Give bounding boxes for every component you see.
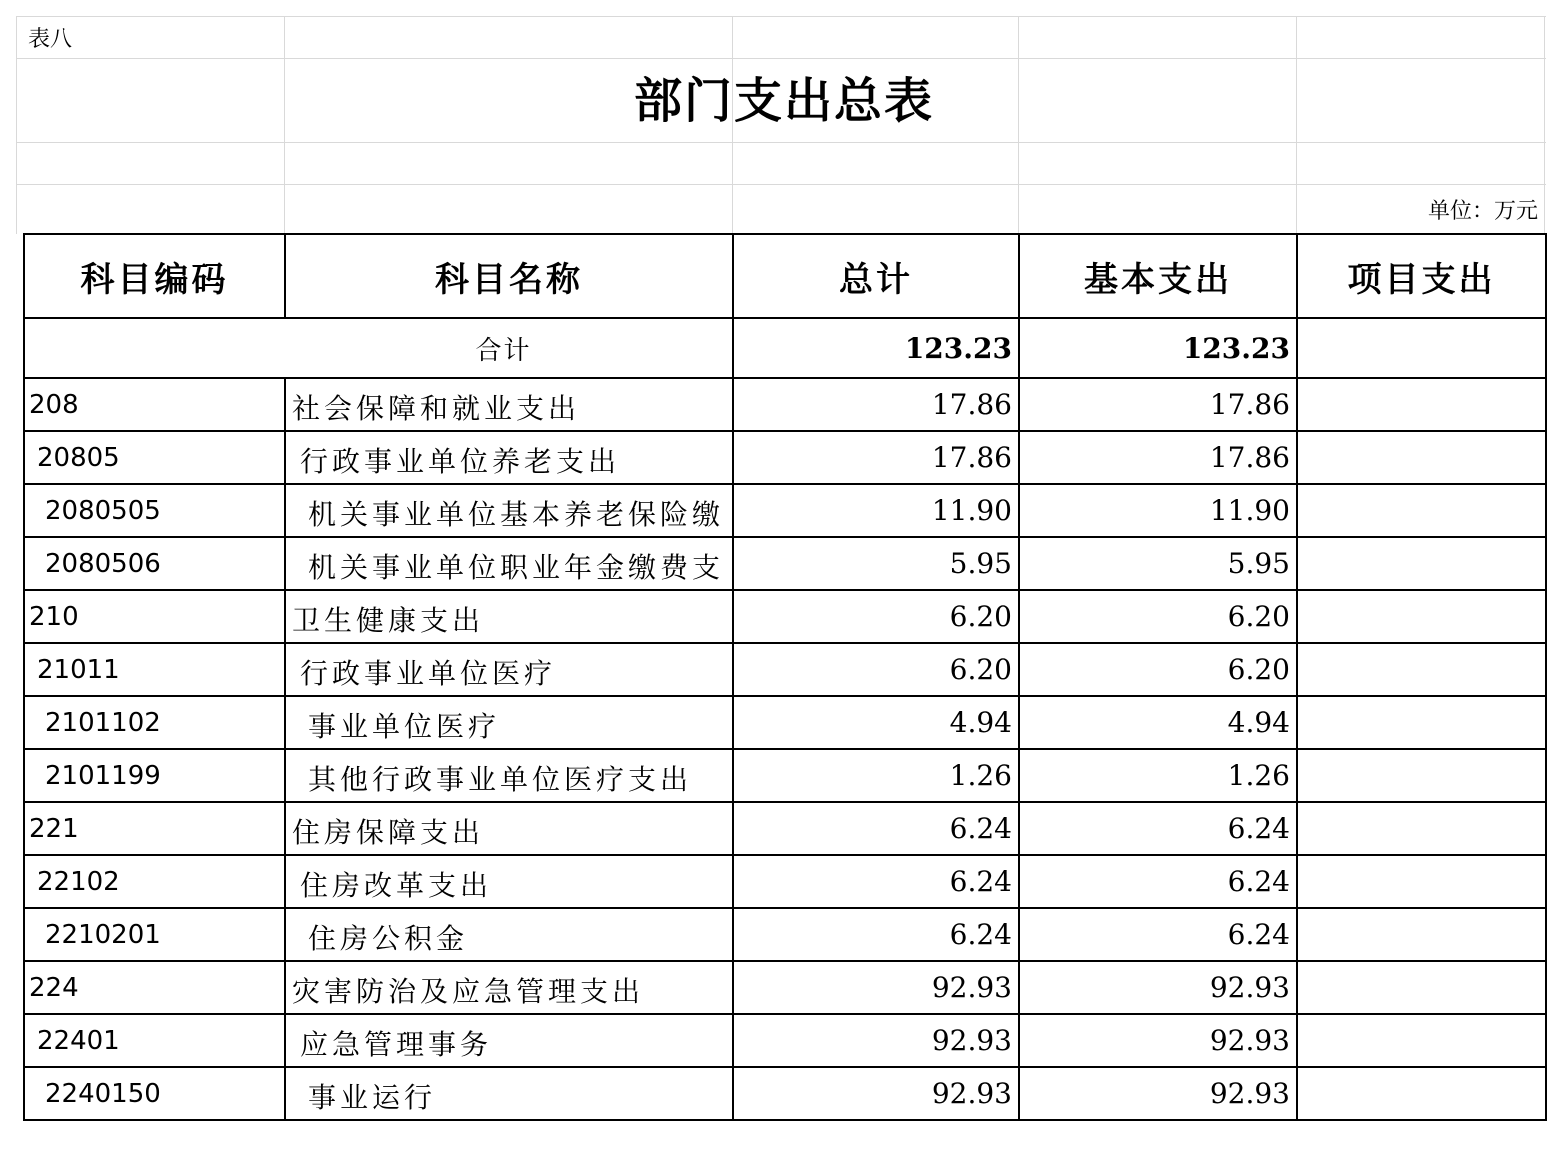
total-label[interactable]: 合计 [24, 318, 733, 378]
cell-name-text: 社会保障和就业支出 [292, 392, 581, 425]
cell-code[interactable]: 2101102 [24, 696, 285, 749]
cell-name[interactable] [285, 643, 733, 696]
cell-code[interactable]: 224 [24, 961, 285, 1014]
cell-name[interactable] [285, 802, 733, 855]
unit-label: 单位：万元 [1427, 199, 1538, 224]
cell-name[interactable] [285, 749, 733, 802]
cell-basic[interactable]: 92.93 [1019, 1014, 1297, 1067]
cell-total[interactable]: 5.95 [733, 537, 1019, 590]
cell-project[interactable] [1297, 908, 1546, 961]
total-row [24, 318, 1546, 378]
table-row [24, 961, 1546, 1014]
cell-name-text: 灾害防治及应急管理支出 [292, 975, 645, 1008]
cell-project[interactable] [1297, 696, 1546, 749]
cell-name-text: 事业运行 [308, 1081, 437, 1114]
page-title: 部门支出总表 [633, 73, 934, 129]
table-row [24, 696, 1546, 749]
cell-total[interactable]: 6.24 [733, 908, 1019, 961]
expenditure-table [23, 233, 1547, 1121]
cell-code[interactable]: 22401 [24, 1014, 285, 1067]
cell-code[interactable]: 20805 [24, 431, 285, 484]
cell-name-text: 机关事业单位基本养老保险缴 [308, 498, 725, 531]
cell-name-text: 卫生健康支出 [292, 604, 485, 637]
cell-basic[interactable]: 4.94 [1019, 696, 1297, 749]
cell-name[interactable] [285, 1014, 733, 1067]
cell-name-text: 其他行政事业单位医疗支出 [308, 763, 693, 796]
table-label: 表八 [28, 27, 73, 52]
cell-basic[interactable]: 92.93 [1019, 961, 1297, 1014]
table-row [24, 643, 1546, 696]
table-row [24, 749, 1546, 802]
cell-code[interactable]: 2210201 [24, 908, 285, 961]
cell-basic[interactable]: 92.93 [1019, 1067, 1297, 1120]
cell-name[interactable] [285, 1067, 733, 1120]
cell-basic[interactable]: 17.86 [1019, 431, 1297, 484]
cell-basic[interactable]: 6.24 [1019, 908, 1297, 961]
header-basic[interactable]: 基本支出 [1019, 234, 1297, 318]
cell-project[interactable] [1297, 749, 1546, 802]
header-total[interactable]: 总计 [733, 234, 1019, 318]
total-basic[interactable]: 123.23 [1019, 318, 1297, 378]
cell-code[interactable]: 210 [24, 590, 285, 643]
cell-basic[interactable]: 6.24 [1019, 855, 1297, 908]
cell-name-text: 行政事业单位养老支出 [300, 445, 621, 478]
cell-project[interactable] [1297, 802, 1546, 855]
cell-name[interactable] [285, 855, 733, 908]
cell-name-text: 行政事业单位医疗 [300, 657, 557, 690]
cell-name[interactable] [285, 537, 733, 590]
table-row [24, 537, 1546, 590]
cell-code[interactable]: 221 [24, 802, 285, 855]
cell-basic[interactable]: 11.90 [1019, 484, 1297, 537]
table-row [24, 802, 1546, 855]
table-row [24, 431, 1546, 484]
cell-total[interactable]: 92.93 [733, 1014, 1019, 1067]
cell-name-text: 事业单位医疗 [308, 710, 501, 743]
table-row [24, 378, 1546, 431]
cell-project[interactable] [1297, 1014, 1546, 1067]
cell-total[interactable]: 6.20 [733, 643, 1019, 696]
cell-total[interactable]: 17.86 [733, 431, 1019, 484]
cell-project[interactable] [1297, 643, 1546, 696]
cell-total[interactable]: 4.94 [733, 696, 1019, 749]
cell-project[interactable] [1297, 537, 1546, 590]
cell-project[interactable] [1297, 378, 1546, 431]
cell-basic[interactable]: 6.20 [1019, 590, 1297, 643]
cell-name-text: 住房公积金 [308, 922, 469, 955]
header-row [24, 234, 1546, 318]
table-row [24, 1014, 1546, 1067]
cell-basic[interactable]: 5.95 [1019, 537, 1297, 590]
cell-name-text: 应急管理事务 [300, 1028, 493, 1061]
cell-name[interactable] [285, 696, 733, 749]
cell-total[interactable]: 92.93 [733, 961, 1019, 1014]
cell-code[interactable]: 21011 [24, 643, 285, 696]
cell-project[interactable] [1297, 961, 1546, 1014]
cell-basic[interactable]: 17.86 [1019, 378, 1297, 431]
header-name[interactable]: 科目名称 [285, 234, 733, 318]
cell-total[interactable]: 11.90 [733, 484, 1019, 537]
cell-project[interactable] [1297, 1067, 1546, 1120]
cell-name[interactable] [285, 378, 733, 431]
table-row [24, 1067, 1546, 1120]
cell-name-text: 住房改革支出 [300, 869, 493, 902]
cell-project[interactable] [1297, 590, 1546, 643]
header-code[interactable]: 科目编码 [24, 234, 285, 318]
cell-total[interactable]: 17.86 [733, 378, 1019, 431]
cell-basic[interactable]: 6.24 [1019, 802, 1297, 855]
cell-name-text: 住房保障支出 [292, 816, 485, 849]
cell-project[interactable] [1297, 855, 1546, 908]
cell-total[interactable]: 6.24 [733, 855, 1019, 908]
cell-code[interactable]: 208 [24, 378, 285, 431]
cell-total[interactable]: 6.20 [733, 590, 1019, 643]
table-row [24, 908, 1546, 961]
cell-name-text: 机关事业单位职业年金缴费支 [308, 551, 725, 584]
cell-basic[interactable]: 1.26 [1019, 749, 1297, 802]
cell-name[interactable] [285, 908, 733, 961]
table-row [24, 590, 1546, 643]
cell-code[interactable]: 2080506 [24, 537, 285, 590]
cell-total[interactable]: 6.24 [733, 802, 1019, 855]
table-row [24, 855, 1546, 908]
cell-code[interactable]: 2080505 [24, 484, 285, 537]
cell-total[interactable]: 1.26 [733, 749, 1019, 802]
cell-name[interactable] [285, 484, 733, 537]
cell-code[interactable]: 22102 [24, 855, 285, 908]
cell-project[interactable] [1297, 431, 1546, 484]
header-project[interactable]: 项目支出 [1297, 234, 1546, 318]
cell-total[interactable]: 92.93 [733, 1067, 1019, 1120]
table-row [24, 484, 1546, 537]
cell-code[interactable]: 2240150 [24, 1067, 285, 1120]
cell-name[interactable] [285, 590, 733, 643]
cell-project[interactable] [1297, 484, 1546, 537]
total-total[interactable]: 123.23 [733, 318, 1019, 378]
cell-code[interactable]: 2101199 [24, 749, 285, 802]
total-project[interactable] [1297, 318, 1546, 378]
cell-name[interactable] [285, 431, 733, 484]
cell-basic[interactable]: 6.20 [1019, 643, 1297, 696]
cell-name[interactable] [285, 961, 733, 1014]
